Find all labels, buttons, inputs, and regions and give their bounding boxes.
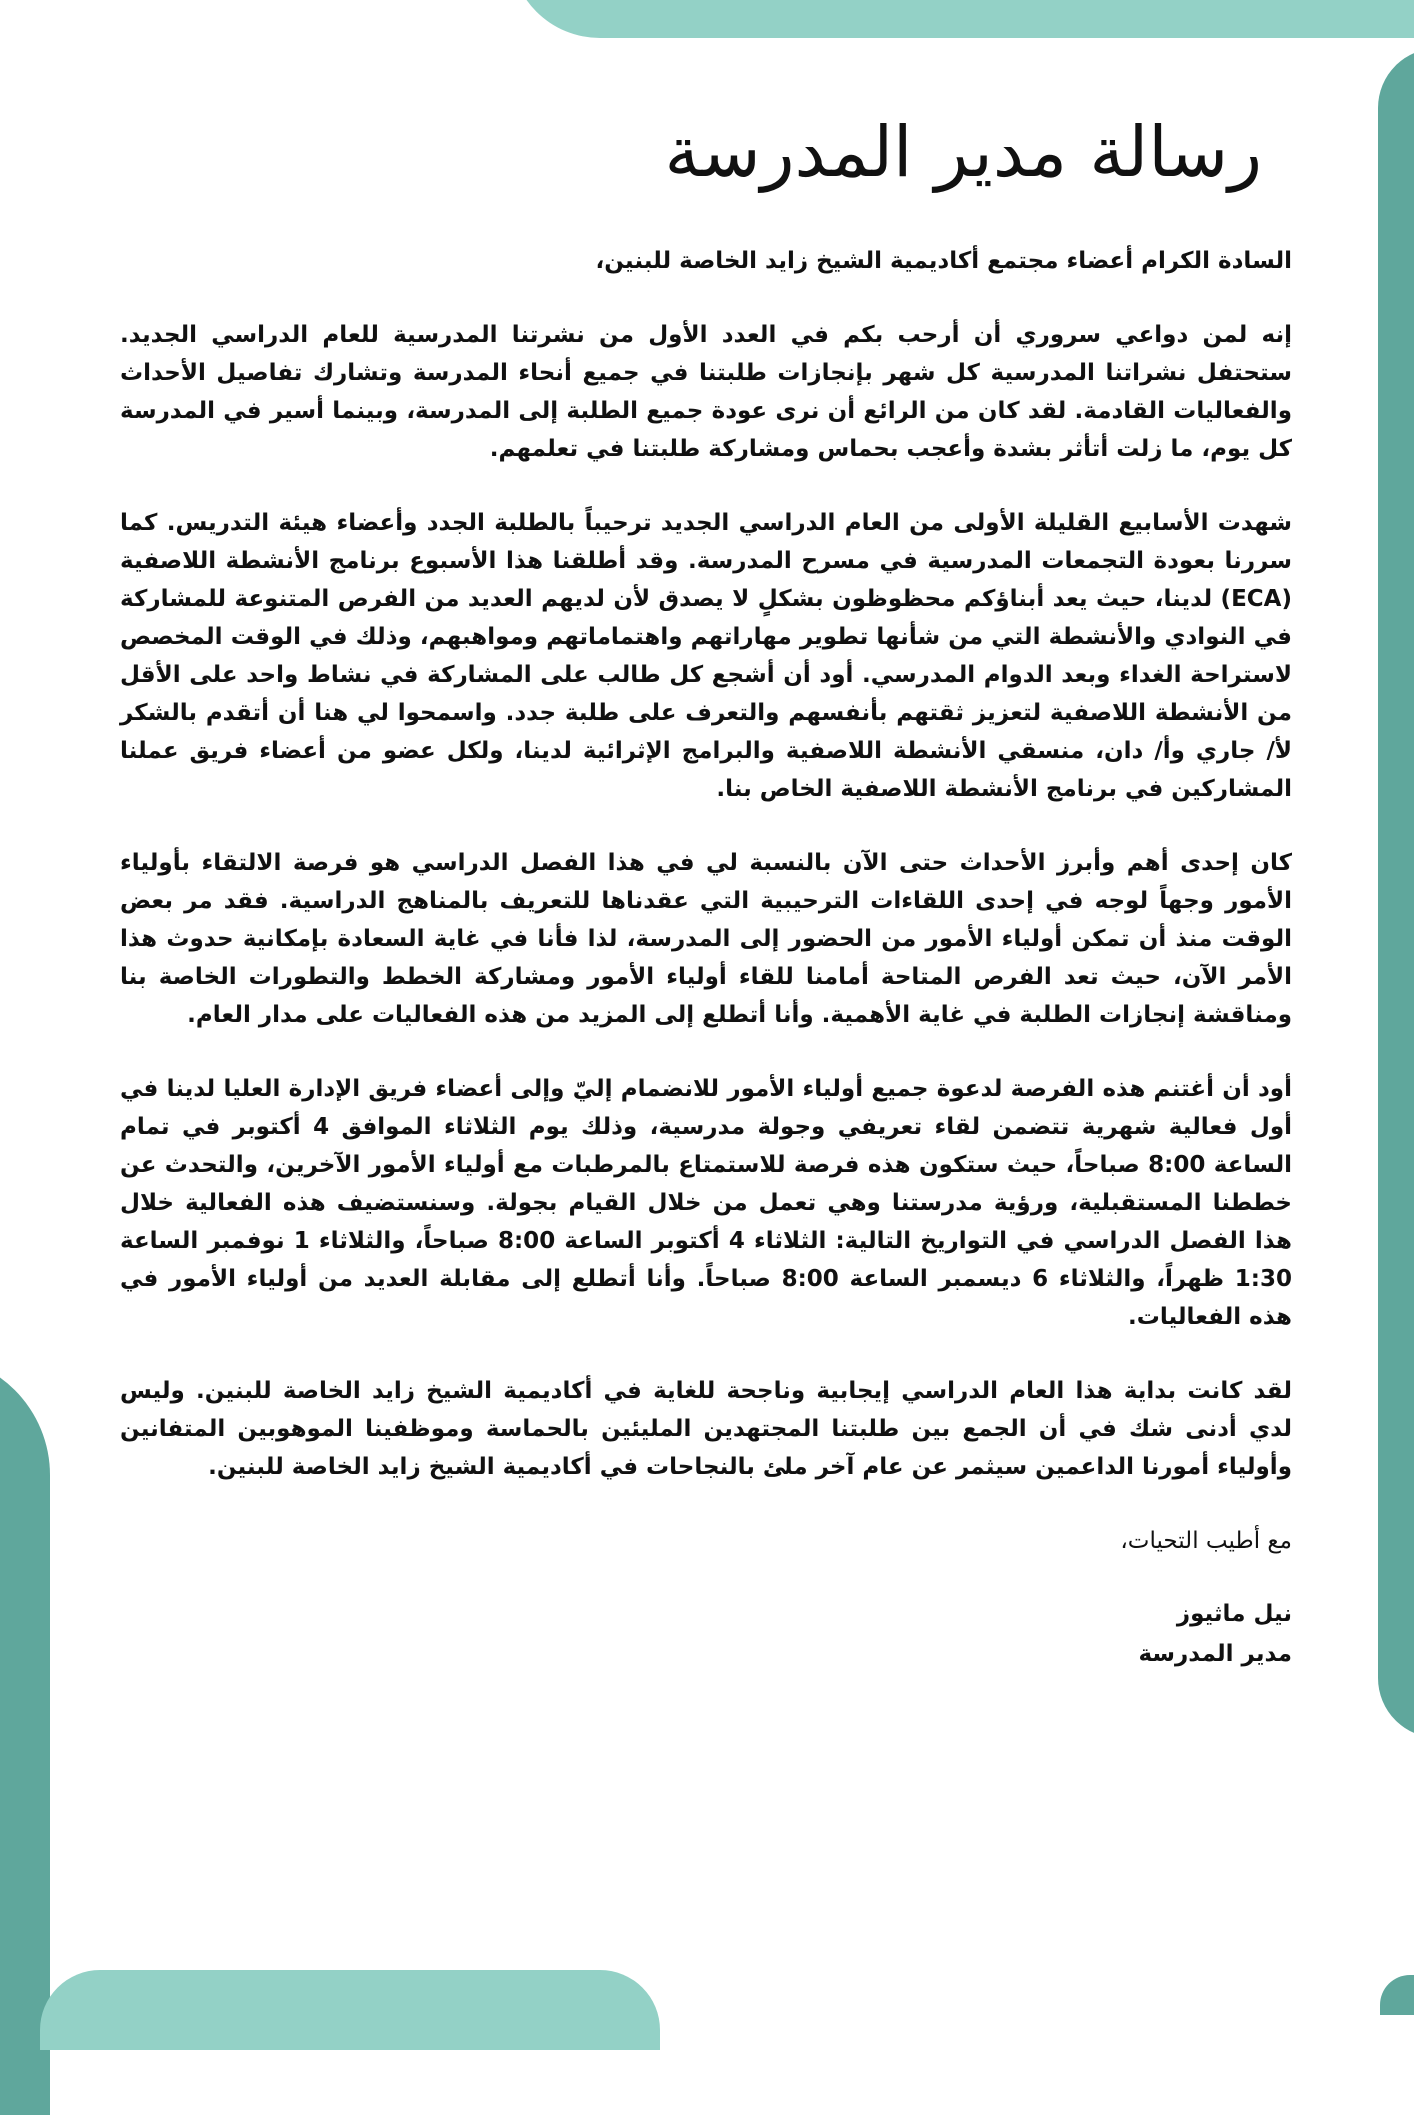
paragraph-welcome: إنه لمن دواعي سروري أن أرحب بكم في العدد الأول من نشرتنا المدرسية للعام الدراسي الجديد. ستحتفل نشراتنا المدرسية كل شهر بإنجازات طلبتنا في جميع أنحاء المدرسة وتشارك تفاصيل الأحداث والفعاليات القادمة. لقد كان من الرائع أن نرى عودة جميع الطلبة إلى المدرسة، وبينما أسير في المدرسة كل يوم، ما زلت أتأثر بشدة وأعجب بحماس ومشاركة طلبتنا في تعلمهم. [120,322,1292,462]
paragraph-eca-program: شهدت الأسابيع القليلة الأولى من العام الدراسي الجديد ترحيباً بالطلبة الجدد وأعضاء هيئة التدريس. كما سررنا بعودة التجمعات المدرسية في مسرح المدرسة. وقد أطلقنا هذا الأسبوع برنامج الأنشطة اللاصفية (ECA) لدينا، حيث يعد أبناؤكم محظوظون بشكلٍ لا يصدق لأن لديهم العديد من الفرص المتنوعة للمشاركة في النوادي والأنشطة التي من شأنها تطوير مهاراتهم واهتماماتهم ومواهبهم، وذلك في الوقت المخصص لاستراحة الغداء وبعد الدوام المدرسي. أود أن أشجع كل طالب على المشاركة في نشاط واحد على الأقل من الأنشطة اللاصفية لتعزيز ثقتهم بأنفسهم والتعرف على طلبة جدد. واسمحوا لي هنا أن أتقدم بالشكر لأ/ جاري وأ/ دان، منسقي الأنشطة اللاصفية والبرامج الإثرائية لدينا، ولكل عضو من أعضاء فريق عملنا المشاركين في برنامج الأنشطة اللاصفية الخاص بنا. [120,510,1292,802]
signature-title: مدير المدرسة [1138,1641,1292,1667]
bottom-wave-decoration [40,1970,660,2050]
signature-name: نيل ماثيوز [1176,1601,1292,1627]
bottom-corner-decoration [1380,1975,1414,2015]
paragraph-parent-meetings: كان إحدى أهم وأبرز الأحداث حتى الآن بالنسبة لي في هذا الفصل الدراسي هو فرصة الالتقاء بأولياء الأمور وجهاً لوجه في إحدى اللقاءات الترحيبية التي عقدناها للتعريف بالمناهج الدراسية. فقد مر بعض الوقت منذ أن تمكن أولياء الأمور من الحضور إلى المدرسة، لذا فأنا في غاية السعادة بإمكانية حدوث هذا الأمر الآن، حيث تعد الفرص المتاحة أمامنا للقاء أولياء الأمور ومشاركة الخطط والتطورات الخاصة بنا ومناقشة إنجازات الطلبة في غاية الأهمية. وأنا أتطلع إلى المزيد من هذه الفعاليات على مدار العام. [120,850,1292,1028]
paragraph-conclusion: لقد كانت بداية هذا العام الدراسي إيجابية وناجحة للغاية في أكاديمية الشيخ زايد الخاصة للبنين. وليس لدي أدنى شك في أن الجمع بين طلبتنا المجتهدين المليئين بالحماسة وموظفينا الموهوبين المتفانين وأولياء أمورنا الداعمين سيثمر عن عام آخر ملئ بالنجاحات في أكاديمية الشيخ زايد الخاصة للبنين. [120,1378,1292,1480]
page-title: رسالة مدير المدرسة [664,111,1262,193]
closing-line: مع أطيب التحيات، [1120,1528,1292,1554]
paragraph-invitation: أود أن أغتنم هذه الفرصة لدعوة جميع أولياء الأمور للانضمام إليّ وإلى أعضاء فريق الإدارة العليا لدينا في أول فعالية شهرية تتضمن لقاء تعريفي وجولة مدرسية، وذلك يوم الثلاثاء الموافق 4 أكتوبر في تمام الساعة 8:00 صباحاً، حيث ستكون هذه فرصة للاستمتاع بالمرطبات مع أولياء الأمور الآخرين، والتحدث عن خططنا المستقبلية، ورؤية مدرستنا وهي تعمل من خلال القيام بجولة. وسنستضيف هذه الفعالية خلال هذا الفصل الدراسي في التواريخ التالية: الثلاثاء 4 أكتوبر الساعة 8:00 صباحاً، والثلاثاء 1 نوفمبر الساعة 1:30 ظهراً، والثلاثاء 6 ديسمبر الساعة 8:00 صباحاً. وأنا أتطلع إلى مقابلة العديد من أولياء الأمور في هذه الفعاليات. [120,1076,1292,1330]
principal-letter [120,110,1292,1674]
left-band-decoration [0,1355,50,2115]
right-band-decoration [1378,48,1414,1738]
top-wave-decoration [510,0,1414,38]
salutation: السادة الكرام أعضاء مجتمع أكاديمية الشيخ زايد الخاصة للبنين، [595,248,1292,274]
